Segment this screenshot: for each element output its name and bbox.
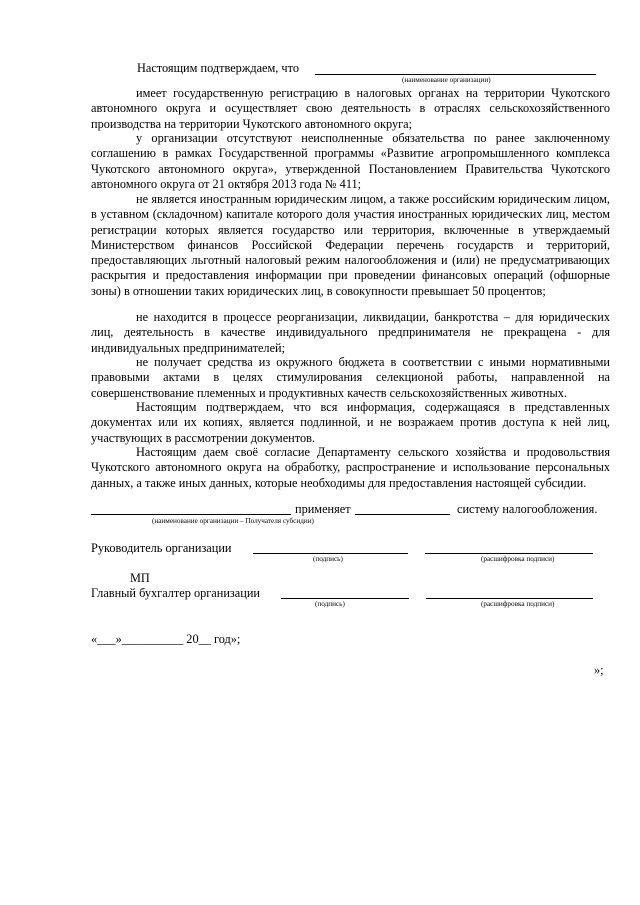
paragraph-registration: [91, 86, 610, 132]
head-label: Руководитель организации: [91, 541, 232, 555]
paragraph-foreign-entity: [91, 192, 610, 299]
org-name-line: [315, 74, 596, 75]
paragraph-reorganization: [91, 310, 610, 356]
caption-org-name: (наименование организации): [402, 76, 491, 84]
applies-word: применяет: [295, 502, 351, 516]
paragraph-text: не является иностранным юридическим лицом, а также российским юридическим лицом, в уставном (складочном) капитале которого доля участия иностранных юридических лиц, местом регистрации которых является государство или территория, включенные в утверждаемый Министерством финансов Российской Федерации перечень государств и территорий, предоставляющих льготный налоговый режим налогообложения и (или) не предусматривающих раскрытия и предоставления информации при проведении финансовых операций (офшорные зоны) в отношении таких юридических лиц, в совокупности превышает 50 процентов;: [91, 192, 610, 298]
tax-system-text: систему налогообложения.: [457, 502, 598, 516]
head-signature-line: [253, 553, 408, 554]
caption-accountant-signature: (подпись): [315, 600, 345, 608]
paragraph-text: у организации отсутствуют неисполненные обязательства по ранее заключенному соглашению в рамках Государственной программы «Развитие агропромышленного комплекса Чукотского автономного округа», утвержденной Постановлением Правительства Чукотского автономного округа от 21 октября 2013 года № 411;: [91, 131, 610, 191]
accountant-label: Главный бухгалтер организации: [91, 586, 260, 600]
paragraph-authenticity: [91, 400, 610, 446]
paragraph-text: Настоящим подтверждаем, что вся информация, содержащаяся в представленных документах или их копиях, является подлинной, и не возражаем против доступа к ней лиц, участвующих в рассмотрении документов.: [91, 400, 610, 445]
caption-accountant-decoding: (расшифровка подписи): [481, 600, 555, 608]
accountant-decoding-line: [426, 598, 593, 599]
caption-head-signature: (подпись): [313, 555, 343, 563]
accountant-signature-line: [281, 598, 409, 599]
paragraph-consent: [91, 445, 610, 491]
paragraph-text: не получает средства из окружного бюджета в соответствии с иными нормативными правовыми актами в целях стимулирования селекционой работы, направленной на совершенствование племенных и продуктивных качеств сельскохозяйственных животных.: [91, 355, 610, 400]
closing-mark: »;: [594, 663, 604, 677]
caption-head-decoding: (расшифровка подписи): [481, 555, 555, 563]
stamp-label: МП: [130, 571, 150, 585]
caption-recipient: (наименование организации – Получателя субсидии): [152, 517, 314, 525]
paragraph-budget: [91, 355, 610, 401]
recipient-name-line: [91, 514, 291, 515]
paragraph-text: не находится в процессе реорганизации, ликвидации, банкротства – для юридических лиц, деятельность в качестве индивидуального предпринимателя не прекращена - для индивидуальных предпринимателей;: [91, 310, 610, 355]
paragraph-obligations: [91, 131, 610, 192]
head-decoding-line: [425, 553, 593, 554]
paragraph-text: имеет государственную регистрацию в налоговых органах на территории Чукотского автономного округа и осуществляет свою деятельность в отраслях сельскохозяйственного производства на территории Чукотского автономного округа;: [91, 86, 610, 131]
paragraph-text: Настоящим даем своё согласие Департаменту сельского хозяйства и продовольствия Чукотского автономного округа на обработку, распространение и использование персональных данных, а также иных данных, которые необходимы для предоставления настоящей субсидии.: [91, 445, 610, 490]
confirm-intro: Настоящим подтверждаем, что: [137, 61, 299, 75]
date-line: «___»__________ 20__ год»;: [91, 632, 241, 646]
tax-system-line: [355, 514, 450, 515]
